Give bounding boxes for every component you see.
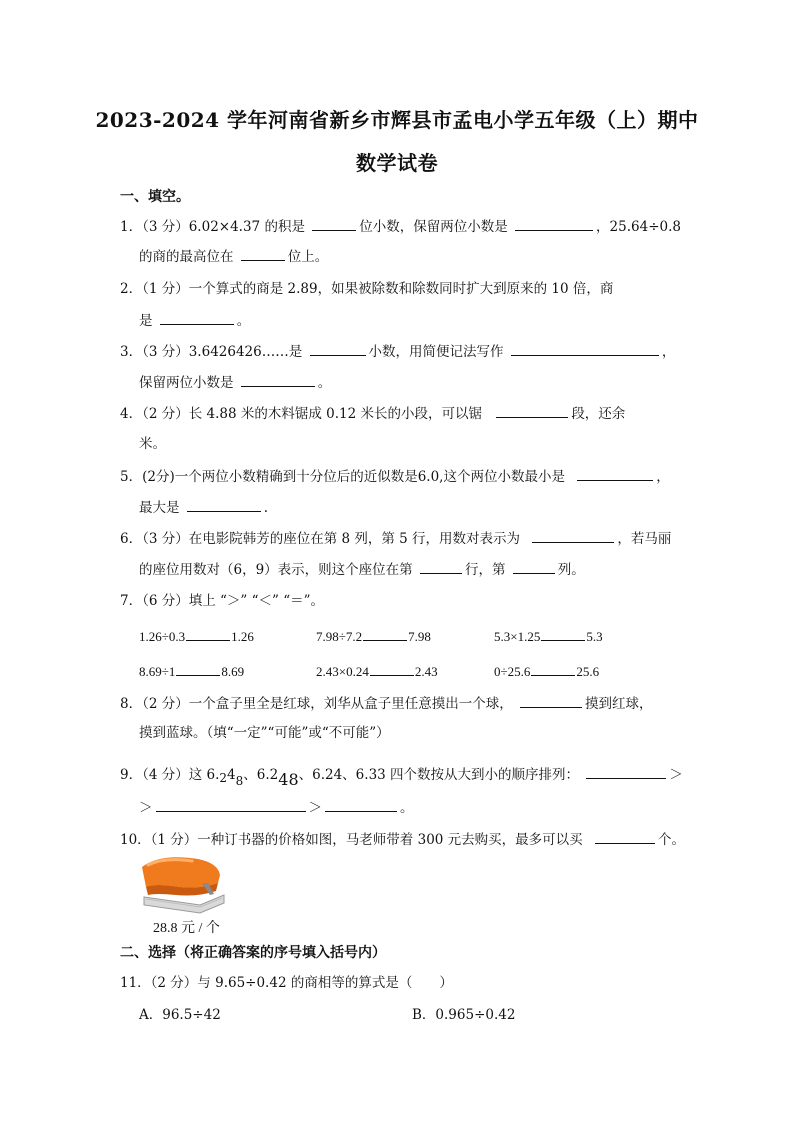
comparison-left: 2.43×0.24	[316, 664, 369, 679]
greater-than-sign: ＞	[139, 800, 153, 816]
answer-blank[interactable]	[363, 626, 407, 641]
q5-text: 5．(2分)一个两位小数精确到十分位后的近似数是6.0,这个两位小数最小是	[120, 469, 565, 485]
q6-text-3: 的座位用数对（6，9）表示，则这个座位在第	[139, 562, 413, 578]
question-1-line-2	[139, 246, 328, 267]
repeating-digit: 2	[219, 771, 228, 785]
answer-blank[interactable]	[513, 559, 555, 574]
question-10-line-1	[120, 829, 685, 850]
q9-text: 9．（4 分）这 6.	[120, 767, 220, 783]
answer-blank[interactable]	[420, 559, 462, 574]
answer-blank[interactable]	[187, 497, 261, 512]
q9-text-2: 、6.2	[243, 767, 279, 783]
answer-blank[interactable]	[241, 372, 315, 387]
answer-blank[interactable]	[595, 829, 655, 844]
stapler-image	[140, 853, 230, 915]
comparison-left: 8.69÷1	[139, 664, 176, 679]
q5-text-4: .	[263, 500, 269, 516]
comparison-right: 2.43	[414, 664, 438, 679]
answer-blank[interactable]	[511, 341, 659, 356]
question-5-line-2	[139, 497, 268, 518]
q3-text-2: 小数，用简便记法写作	[368, 344, 504, 360]
answer-blank[interactable]	[312, 216, 356, 231]
repeating-digit: 4	[227, 767, 236, 783]
q5-text-3: 最大是	[139, 500, 180, 516]
question-2-line-2	[139, 310, 250, 331]
comparison-left: 1.26÷0.3	[139, 629, 186, 644]
comparison-item	[316, 626, 431, 645]
comparison-item	[139, 626, 254, 645]
option-a[interactable]: A．96.5÷42	[139, 1007, 221, 1023]
q8-text-2: 摸到红球，	[585, 696, 653, 712]
answer-blank[interactable]	[370, 661, 414, 676]
answer-blank[interactable]	[520, 693, 582, 708]
q8-text: 8．（2 分）一个盒子里全是红球，刘华从盒子里任意摸出一个球，	[120, 696, 513, 712]
comparison-item	[139, 661, 244, 680]
q9-text-4: 。	[400, 800, 414, 816]
comparison-left: 5.3×1.25	[494, 629, 541, 644]
q2-text-2: 是	[139, 313, 153, 329]
q3-text-5: 。	[317, 375, 332, 391]
q10-text-2: 个。	[657, 832, 685, 848]
comparison-right: 5.3	[586, 629, 603, 644]
q1-text-5: 位上。	[287, 249, 329, 265]
question-1-line-1	[120, 216, 681, 237]
question-4-line-1	[120, 403, 625, 424]
q6-text-4: 行，第	[464, 562, 506, 578]
comparison-left: 0÷25.6	[494, 664, 531, 679]
q2-text-3: 。	[236, 313, 251, 329]
answer-blank[interactable]	[577, 466, 653, 481]
question-9-line-1	[120, 764, 683, 789]
repeating-digits: 48	[278, 770, 299, 789]
question-3-line-2	[139, 372, 331, 393]
question-5-line-1	[120, 466, 670, 487]
comparison-item	[494, 626, 603, 645]
q5-text-2: ，	[656, 469, 670, 485]
question-4-line-2: 米。	[139, 436, 166, 452]
answer-blank[interactable]	[156, 797, 306, 812]
answer-blank[interactable]	[532, 528, 614, 543]
q1-text-4: 的商的最高位在	[139, 249, 234, 265]
q10-text: 10．（1 分）一种订书器的价格如图，马老师带着 300 元去购买，最多可以买	[120, 832, 583, 848]
comparison-item	[316, 661, 438, 680]
question-6-line-1	[120, 528, 671, 549]
question-11-line-1: 11．（2 分）与 9.65÷0.42 的商相等的算式是（ ）	[120, 975, 453, 991]
greater-than-sign: ＞	[308, 800, 322, 816]
question-3-line-1	[120, 341, 675, 362]
q6-text: 6．（3 分）在电影院韩芳的座位在第 8 列，第 5 行，用数对表示为	[120, 531, 521, 547]
answer-blank[interactable]	[241, 246, 285, 261]
comparison-right: 1.26	[231, 629, 254, 644]
q3-text-4: 保留两位小数是	[139, 375, 234, 391]
section-heading-choice: 二、选择（将正确答案的序号填入括号内）	[120, 945, 386, 961]
question-8-line-1	[120, 693, 653, 714]
q3-text: 3．（3 分）3.6426426……是	[120, 344, 303, 360]
answer-blank[interactable]	[310, 341, 366, 356]
q4-text-2: 段，还余	[571, 406, 626, 422]
greater-than-sign: ＞	[669, 767, 683, 783]
question-7-line-1: 7．（6 分）填上 “＞” “＜” “＝”。	[120, 593, 325, 609]
exam-subtitle: 数学试卷	[356, 151, 438, 175]
answer-blank[interactable]	[541, 626, 585, 641]
comparison-right: 25.6	[576, 664, 600, 679]
question-8-line-2: 摸到蓝球。（填“一定”“可能”或“不可能”）	[139, 725, 390, 741]
q1-text-3: ，25.64÷0.8	[596, 219, 681, 235]
answer-blank[interactable]	[531, 661, 575, 676]
question-2-line-1: 2．（1 分）一个算式的商是 2.89，如果被除数和除数同时扩大到原来的 10 倍，商	[120, 281, 614, 297]
answer-blank[interactable]	[186, 626, 230, 641]
q9-text-3: 、6.24、6.33 四个数按从大到小的顺序排列：	[298, 767, 580, 783]
answer-blank[interactable]	[160, 310, 234, 325]
comparison-item	[494, 661, 599, 680]
stapler-price-label: 28.8 元 / 个	[153, 921, 220, 936]
answer-blank[interactable]	[176, 661, 220, 676]
section-heading-fill-in: 一、填空。	[120, 189, 190, 205]
comparison-right: 8.69	[221, 664, 245, 679]
comparison-left: 7.98÷7.2	[316, 629, 363, 644]
q4-text: 4．（2 分）长 4.88 米的木料锯成 0.12 米长的小段，可以锯	[120, 406, 483, 422]
q1-text: 1．（3 分）6.02×4.37 的积是	[120, 219, 305, 235]
q1-text-2: 位小数，保留两位小数是	[359, 219, 508, 235]
answer-blank[interactable]	[325, 797, 397, 812]
q6-text-2: ，若马丽	[617, 531, 672, 547]
exam-title: 2023-2024 学年河南省新乡市辉县市孟电小学五年级（上）期中	[95, 108, 699, 132]
question-6-line-2	[139, 559, 585, 580]
option-b[interactable]: B．0.965÷0.42	[412, 1007, 516, 1023]
q6-text-5: 列。	[557, 562, 585, 578]
answer-blank[interactable]	[515, 216, 593, 231]
question-9-line-2	[139, 797, 414, 818]
answer-blank[interactable]	[496, 403, 568, 418]
answer-blank[interactable]	[586, 764, 666, 779]
comparison-right: 7.98	[408, 629, 431, 644]
q3-text-3: ，	[661, 344, 676, 360]
repeating-digit: 8	[235, 774, 244, 788]
